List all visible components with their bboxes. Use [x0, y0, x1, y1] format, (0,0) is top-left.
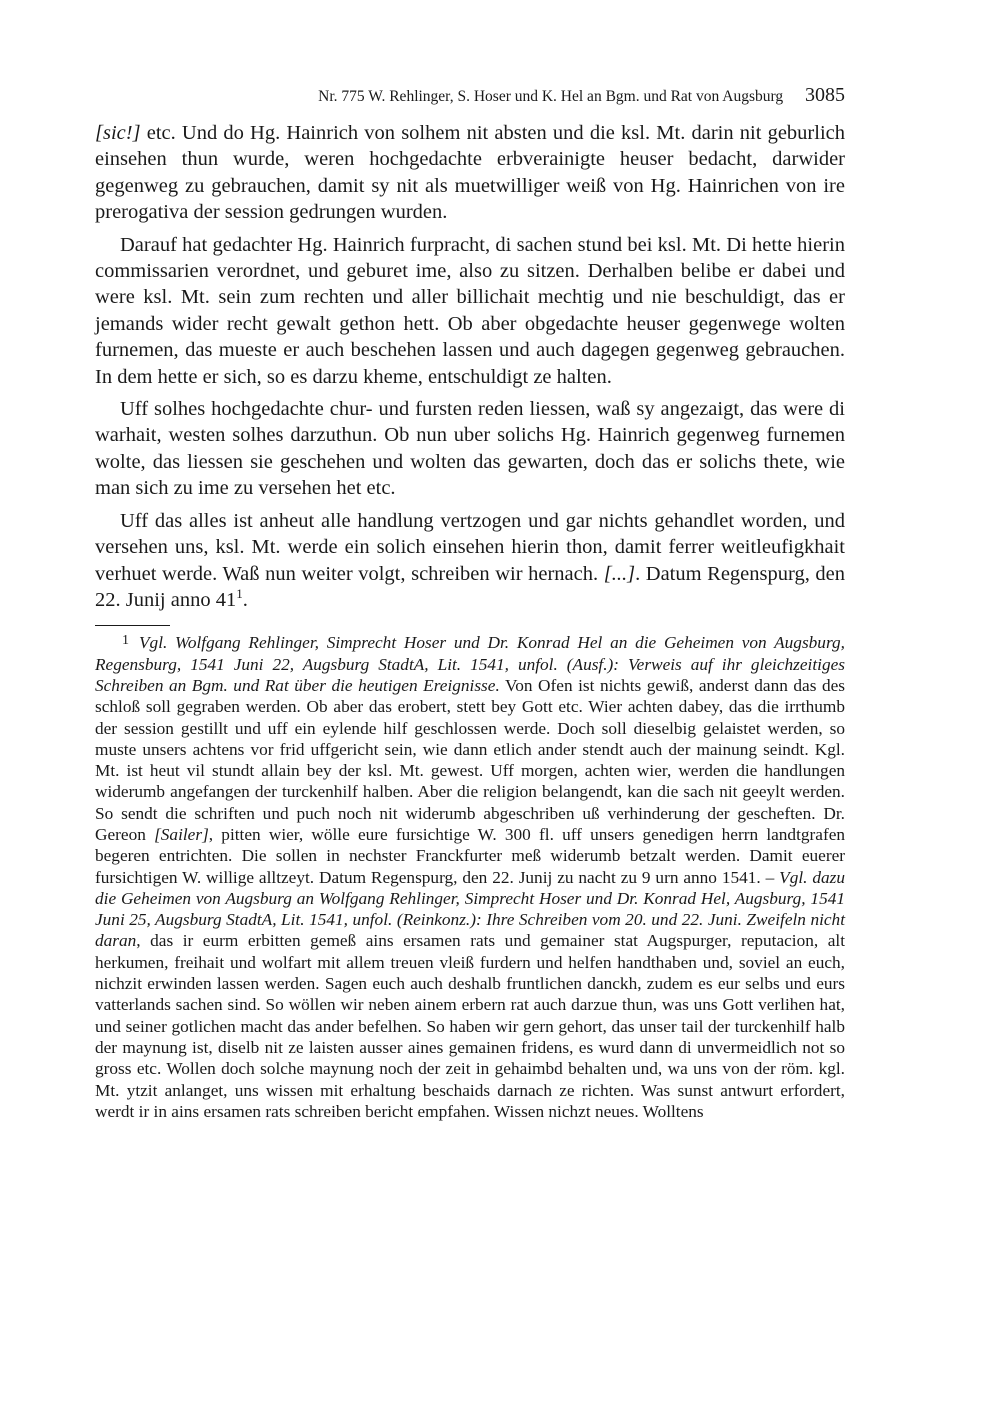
paragraph-3: Uff solhes hochgedachte chur- und fursten reden liessen, waß sy angezaigt, das were di warhait, westen solhes darzuthun. Ob nun uber solichs Hg. Hainrich gegenweg furnemen wolte, das liessen sie geschehen und wolten das gewarten, doch das er solichs thete, wie man sich zu ime zu versehen het etc. [95, 398, 845, 500]
paragraph-4-end: . [242, 588, 248, 611]
editorial-note-sic: [sic!] [95, 122, 141, 144]
paragraph-1 [95, 120, 845, 226]
page-number: 3085 [805, 84, 845, 106]
footnote-italic-1: Vgl. Wolfgang Rehlinger, Simprecht Hoser und Dr. Konrad Hel an die Geheimen von Augsburg, Regensburg, 1541 Juni 22, Augsburg StadtA, Lit. 1541, unfol. (Ausf.): Verweis auf ihr gleichzeitiges Schreiben an Bgm. und Rat über die heutigen Ereignisse. [95, 633, 845, 695]
footnote-divider [95, 625, 170, 626]
footnote-number: 1 [122, 633, 129, 649]
paragraph-4 [95, 508, 845, 614]
paragraph-2: Darauf hat gedachter Hg. Hainrich furpracht, di sachen stund bei ksl. Mt. Di hette hierin commissarien verordnet, und geburet ime, also zu sitzen. Derhalben belibe er dabei und were ksl. Mt. sein zum rechten und aller billichait mechtig und nie beschuldigt, das er jemands wider recht gewalt gethon hett. Ob aber obgedachte heuser gegenwege wolten furnemen, das mueste er auch beschehen lassen und auch dagegen gegenweg gebrauchen. In dem hette er sich, so es darzu kheme, entschuldigt ze halten. [95, 233, 845, 388]
footnote-italic-3: Vgl. dazu die Geheimen von Augsburg an Wolfgang Rehlinger, Simprecht Hoser und Dr. Konrad Hel, Augsburg, 1541 Juni 25, Augsburg StadtA, Lit. 1541, unfol. (Reinkonz.): Ihre Schreiben vom 20. und 22. Juni. Zweifeln nicht daran [95, 867, 845, 951]
paragraph-4-closing: . Datum Regenspurg, den 22. Junij anno 41 [95, 562, 846, 611]
footnote-text-2: , pitten wier, wölle eure fursichtige W. 300 fl. uff unsers genedigen herrn landtgrafen begeren entrichten. Die sollen in nechster Franckfurter meß widerumb betzalt werden. Damit euerer fursichtigen W. willige alltzeyt. Datum Regenspurg, den 22. Junij zu nacht zu 9 urn anno 1541. – [95, 824, 846, 887]
footnote-text-1: Von Ofen ist nichts gewiß, anderst dann das des schloß soll gegraben werden. Ob aber das erobert, stett bey Gott etc. Wier achten dabey, das die irrthumb der session gestillt und uff ein eylende hilf geschlossen werde. Doch soll dieselbig gelaistet werden, so muste unsers achtens vor frid uffgericht sein, wie dann etlich ander stendt auch der mainung seindt. Kgl. Mt. ist heut vil stundt allain bey der ksl. Mt. gewest. Uff morgen, achten wier, werden die handlungen widerumb angefangen der turckenhilf halben. Aber die religion belangendt, kan die sach nit geeylt werden. So sendt die schriften und puch noch nit widerumb abgeschriben uß verhinderung der gescheften. Dr. Gereon [95, 675, 845, 844]
paragraph-4-text: Uff das alles ist anheut alle handlung vertzogen und gar nichts gehandlet worden, und versehen uns, ksl. Mt. werde ein solich einsehen hierin thon, damit ferrer weitleufigkhait verhuet werde. Waß nun weiter volgt, schreiben wir hernach. [95, 509, 845, 585]
document-page [95, 80, 845, 1122]
footnote-text-3: , das ir eurm erbitten gemeß ains ersamen rats und gemainer stat Augspurger, reputacion, alt herkumen, freihait und wolfart mit allem treuen vleiß furdern und helfen handthaben und, soviel an euch, nichzit erwinden lassen werden. Sagen euch auch deshalb fruntlichen danckh, zudem es eur selbs und eurs vatterlands sachen sind. So wöllen wir neben ainem erbern rat auch darzue thun, was uns Gott verlihen hat, und seiner gotlichen macht das ander befelhen. So haben wir gern gehort, das unser tail der turckenhilf halb der maynung ist, diselb nit ze laisten ausser aines gemainen fridens, es wurd dann di unvermeidlich not so gross etc. Wollen doch solche maynung noch der zeit in gehaimbd behalten und, wa uns von der röm. kgl. Mt. ytzit anlanget, uns wissen mit erhaltung beschaids darnach ze richten. Was sunst antwurt erfordert, werdt ir in ains ersamen rats schreiben bericht empfahen. Wissen nichzt neues. Wolltens [95, 931, 845, 1121]
editorial-ellipsis: [...] [603, 562, 636, 585]
running-head [95, 80, 845, 110]
footnote-italic-2: [Sailer] [154, 824, 209, 844]
footnote-reference[interactable]: 1 [236, 585, 243, 601]
running-head-title: Nr. 775 W. Rehlinger, S. Hoser und K. Hel an Bgm. und Rat von Augsburg [318, 88, 784, 105]
footnote-1 [95, 630, 845, 1122]
paragraph-1-text: etc. Und do Hg. Hainrich von solhem nit absten und die ksl. Mt. darin nit geburlich einsehen thun wurde, weren hochgedachte erbverainigte heuser bedacht, darwider gegenweg zu gebrauchen, damit sy nit als muetwilliger weiß von Hg. Hainrichen von ire prerogativa der session gedrungen wurden. [95, 122, 845, 224]
main-text [95, 120, 845, 613]
